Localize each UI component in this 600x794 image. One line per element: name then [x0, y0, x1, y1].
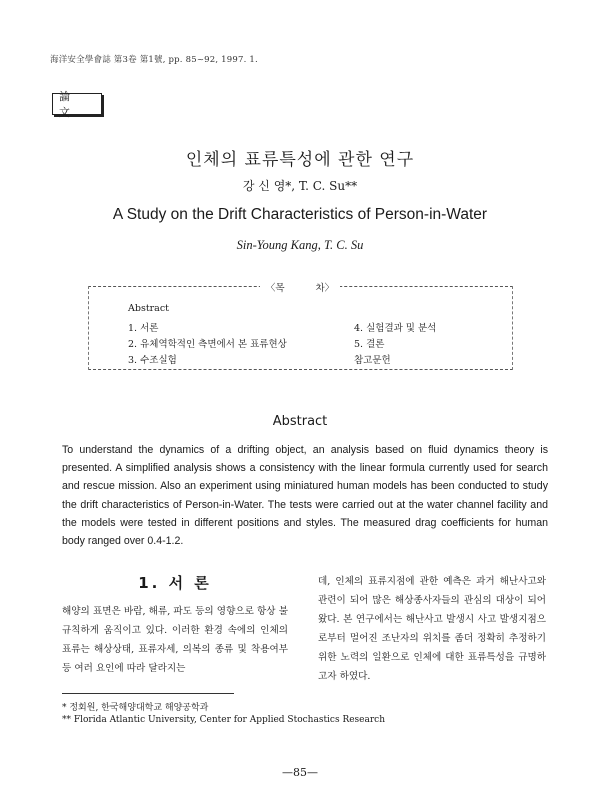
footnote-rule — [62, 693, 234, 694]
paper-title-korean: 인체의 표류특성에 관한 연구 — [185, 150, 415, 170]
toc-item-fluid-dynamics: 2. 유체역학적인 측면에서 본 표류현상 — [128, 339, 287, 350]
article-type-badge: 論 文 — [52, 93, 102, 115]
toc-heading: 〈목 차〉 — [0, 280, 600, 294]
toc-item-references: 참고문헌 — [354, 355, 391, 366]
abstract-text: To understand the dynamics of a drifting object, an analysis based on fluid dynamics theory is presented. A simplified analysis shows a consistency with the linear formula currently used for search and rescue mission. Also an experiment using miniatured human models has been conducted to study the drift characteristics of Person-in-Water. The tests were carried out at the water channel facility and the models were tested in different positions and styles. The measured drag coefficients for human body ranged over 0.4-1.2. — [62, 444, 548, 548]
section-1-right-column: 데, 인체의 표류지점에 관한 예측은 과거 해난사고와 관련이 되어 많은 해상종사자들의 관심의 대상이 되어왔다. 본 연구에서는 해난사고 발생시 사고 발생지점으로부터 멀어진 조난자의 위치를 좀더 정확히 추정하기 위한 노력의 일환으로 인체에 대한 표류특성을 규명하고자 하였다. — [318, 576, 546, 682]
journal-citation: 海洋安全學會誌 第3卷 第1號, pp. 85~92, 1997. 1. — [50, 55, 258, 65]
footnote-2: ** Florida Atlantic University, Center for Applied Stochastics Research — [62, 715, 386, 725]
toc-item-results: 4. 실험결과 및 분석 — [354, 323, 437, 334]
toc-item-introduction: 1. 서론 — [128, 323, 159, 334]
section-1-left-column: 해양의 표면은 바람, 해류, 파도 등의 영향으로 항상 불규칙하게 움직이고 있다. 이러한 환경 속에의 인체의 표류는 해상상태, 표류자세, 의복의 종류 및 착용여부 등 여러 요인에 따라 달라지는 — [62, 606, 288, 674]
section-1-heading: 1. 서 론 — [138, 574, 212, 592]
toc-item-abstract: Abstract — [128, 303, 169, 314]
toc-item-conclusion: 5. 결론 — [354, 339, 385, 350]
abstract-heading: Abstract — [272, 414, 328, 429]
toc-item-water-tank: 3. 수조실험 — [128, 355, 177, 366]
paper-title-english: A Study on the Drift Characteristics of Person-in-Water — [112, 206, 488, 223]
footnote-1: * 정회원, 한국해양대학교 해양공학과 — [62, 703, 209, 713]
authors-korean: 강 신 영*, T. C. Su** — [242, 179, 358, 193]
authors-english: Sin-Young Kang, T. C. Su — [236, 238, 364, 252]
page-number: —85— — [282, 766, 318, 779]
